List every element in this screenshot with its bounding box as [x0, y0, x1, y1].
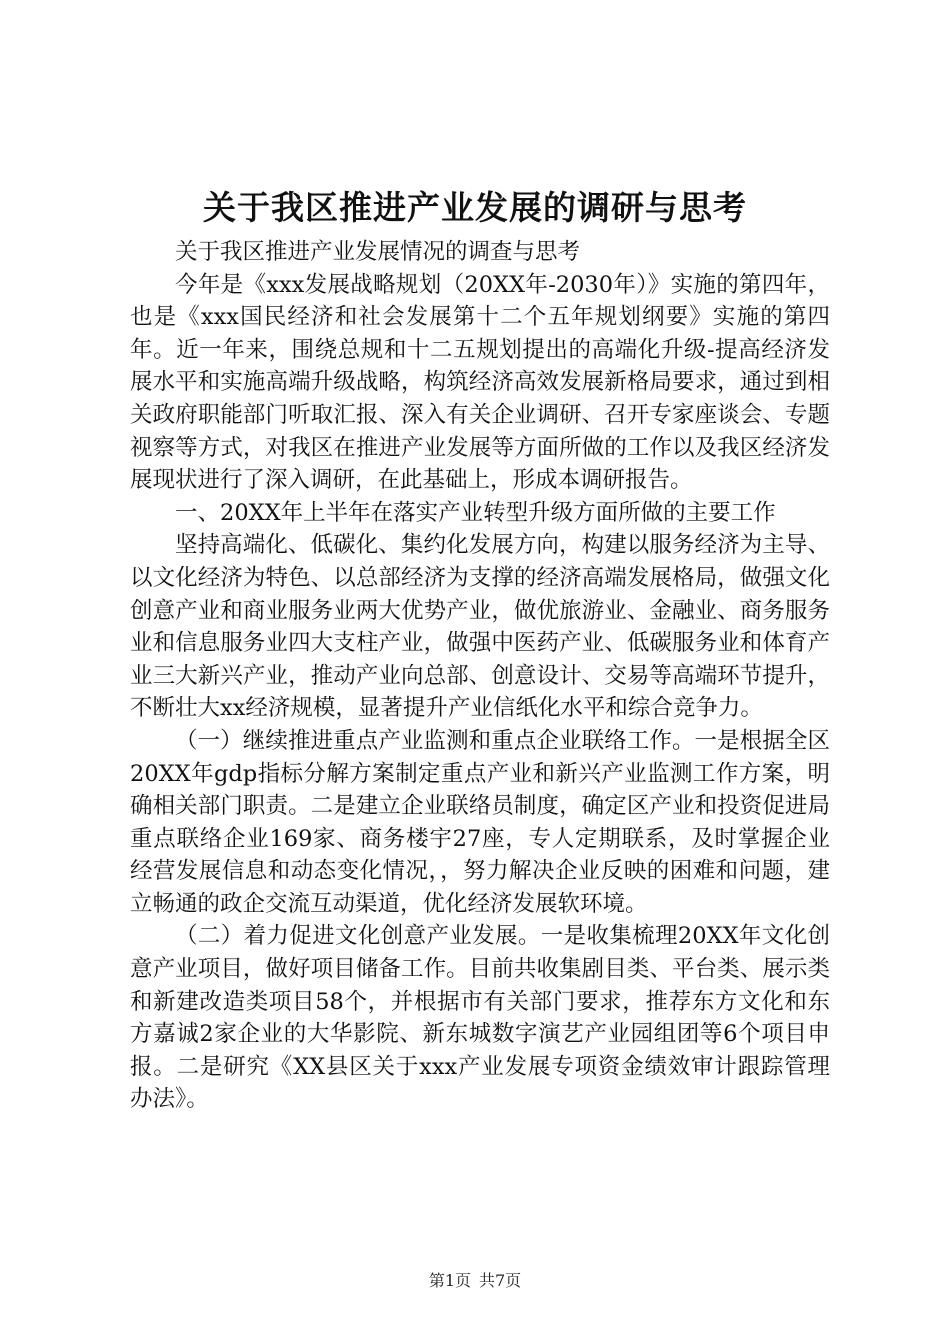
- body-paragraph: （二）着力促进文化创意产业发展。一是收集梳理20XX年文化创意产业项目，做好项目储备工作。目前共收集剧目类、平台类、展示类和新建改造类项目58个，并根据市有关部门要求，推荐东方文化和东方嘉诚2家企业的大华影院、新东城数字演艺产业园组团等6个项目申报。二是研究《XX县区关于xxx产业发展专项资金绩效审计跟踪管理办法》。: [130, 923, 830, 1113]
- body-paragraph: （一）继续推进重点产业监测和重点企业联络工作。一是根据全区20XX年gdp指标分解方案制定重点产业和新兴产业监测工作方案，明确相关部门职责。二是建立企业联络员制度，确定区产业和投资促进局重点联络企业169家、商务楼宇27座，专人定期联系，及时掌握企业经营发展信息和动态变化情况，，努力解决企业反映的困难和问题，建立畅通的政企交流互动渠道，优化经济发展软环境。: [130, 727, 830, 917]
- body-paragraph: 坚持高端化、低碳化、集约化发展方向，构建以服务经济为主导、以文化经济为特色、以总部经济为支撑的经济高端发展格局，做强文化创意产业和商业服务业两大优势产业，做优旅游业、金融业、商务服务业和信息服务业四大支柱产业，做强中医药产业、低碳服务业和体育产业三大新兴产业，推动产业向总部、创意设计、交易等高端环节提升，不断壮大xx经济规模，显著提升产业信纸化水平和综合竞争力。: [130, 532, 830, 722]
- page-total: 共7页: [479, 1271, 522, 1290]
- section-heading: 一、20XX年上半年在落实产业转型升级方面所做的主要工作: [175, 499, 776, 526]
- intro-paragraph: 今年是《xxx发展战略规划（20XX年-2030年）》实施的第四年，也是《xxx国民经济和社会发展第十二个五年规划纲要》实施的第四年。近一年来，围绕总规和十二五规划提出的高端化升级-提高经济发展水平和实施高端升级战略，构筑经济高效发展新格局要求，通过到相关政府职能部门听取汇报、深入有关企业调研、召开专家座谈会、专题视察等方式，对我区在推进产业发展等方面所做的工作以及我区经济发展现状进行了深入调研，在此基础上，形成本调研报告。: [130, 271, 830, 494]
- document-title: 关于我区推进产业发展的调研与思考: [203, 188, 747, 227]
- document-body: [130, 236, 830, 1116]
- page-footer: [0, 1270, 950, 1292]
- subtitle-paragraph: 关于我区推进产业发展情况的调查与思考: [175, 239, 581, 265]
- page-number: 第1页: [428, 1271, 471, 1290]
